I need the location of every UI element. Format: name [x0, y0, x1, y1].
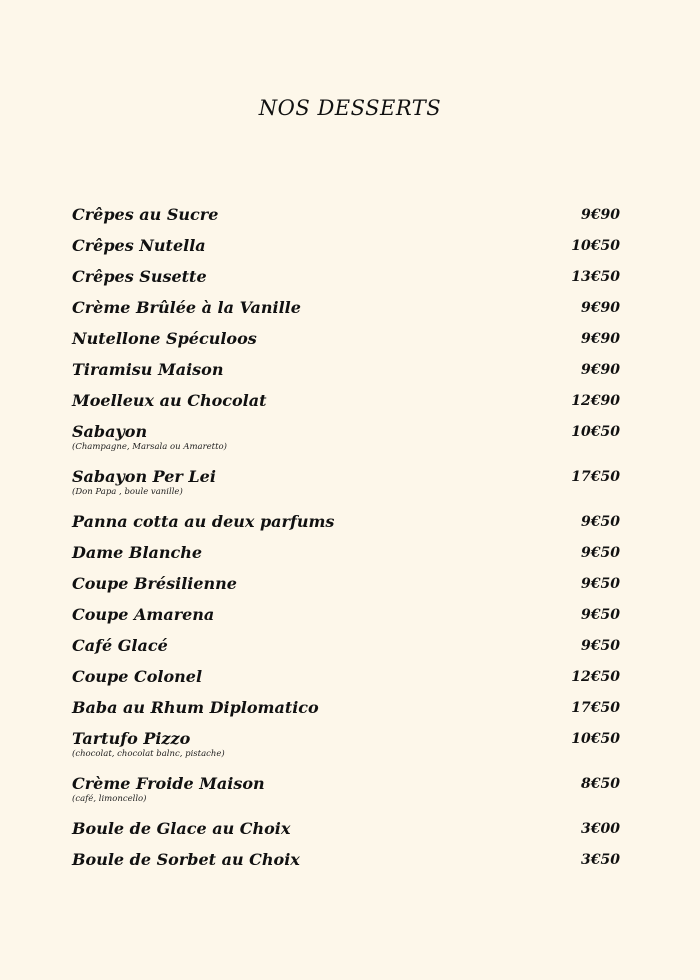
menu-item — [72, 298, 624, 329]
menu-item-name: Baba au Rhum Diplomatico — [72, 698, 319, 717]
menu-item-price: 9€90 — [581, 207, 620, 223]
menu-item-price: 9€90 — [581, 300, 620, 316]
menu-item-price: 3€50 — [581, 852, 620, 868]
menu-item-price: 8€50 — [581, 776, 620, 792]
menu-item-note: (chocolat, chocolat balnc, pistache) — [72, 749, 225, 759]
menu-item-name: Crêpes Nutella — [72, 236, 206, 255]
menu-item-name: Coupe Colonel — [72, 667, 203, 686]
menu-item — [72, 850, 624, 881]
menu-item-price: 9€50 — [581, 576, 620, 592]
menu-item — [72, 467, 624, 512]
menu-item-name: Dame Blanche — [72, 543, 203, 562]
menu-item-price: 17€50 — [571, 700, 620, 716]
menu-item — [72, 574, 624, 605]
menu-item-price: 9€50 — [581, 607, 620, 623]
menu-item-name: Crème Froide Maison — [72, 774, 265, 793]
menu-item-price: 9€50 — [581, 514, 620, 530]
menu-item — [72, 543, 624, 574]
menu-item-price: 12€50 — [571, 669, 620, 685]
menu-item-name: Tiramisu Maison — [72, 360, 224, 379]
menu-item-name: Sabayon — [72, 422, 148, 441]
menu-item — [72, 205, 624, 236]
menu-item-name: Crêpes au Sucre — [72, 205, 219, 224]
menu-item-name: Crêpes Susette — [72, 267, 207, 286]
menu-item-price: 9€90 — [581, 331, 620, 347]
menu-item — [72, 391, 624, 422]
menu-item-price: 10€50 — [571, 238, 620, 254]
menu-item-price: 10€50 — [571, 424, 620, 440]
menu-item — [72, 819, 624, 850]
menu-item-price: 10€50 — [571, 731, 620, 747]
menu-item-name: Boule de Glace au Choix — [72, 819, 291, 838]
menu-item-price: 9€50 — [581, 638, 620, 654]
menu-item-name: Nutellone Spéculoos — [72, 329, 257, 348]
menu-item-price: 3€00 — [581, 821, 620, 837]
menu-item — [72, 267, 624, 298]
menu-item-price: 9€50 — [581, 545, 620, 561]
menu-item — [72, 360, 624, 391]
menu-item — [72, 729, 624, 774]
menu-item-name: Crème Brûlée à la Vanille — [72, 298, 301, 317]
menu-item — [72, 636, 624, 667]
menu-item-note: (Don Papa , boule vanille) — [72, 487, 183, 497]
menu-item-name: Tartufo Pizzo — [72, 729, 191, 748]
menu-item-note: (Champagne, Marsala ou Amaretto) — [72, 442, 227, 452]
menu-item-price: 9€90 — [581, 362, 620, 378]
menu-item — [72, 774, 624, 819]
menu-item — [72, 605, 624, 636]
menu-item-name: Café Glacé — [72, 636, 168, 655]
menu-item — [72, 698, 624, 729]
menu-item-price: 13€50 — [571, 269, 620, 285]
menu-item — [72, 667, 624, 698]
menu-item-name: Panna cotta au deux parfums — [72, 512, 335, 531]
menu-item-name: Coupe Amarena — [72, 605, 215, 624]
dessert-list — [72, 205, 624, 881]
menu-item — [72, 422, 624, 467]
menu-item-name: Moelleux au Chocolat — [72, 391, 267, 410]
menu-item-name: Coupe Brésilienne — [72, 574, 237, 593]
menu-item-price: 17€50 — [571, 469, 620, 485]
menu-item-price: 12€90 — [571, 393, 620, 409]
menu-item-note: (café, limoncello) — [72, 794, 147, 804]
menu-item — [72, 236, 624, 267]
page-title: NOS DESSERTS — [258, 96, 442, 120]
menu-item-name: Sabayon Per Lei — [72, 467, 216, 486]
menu-item — [72, 512, 624, 543]
menu-item-name: Boule de Sorbet au Choix — [72, 850, 300, 869]
menu-item — [72, 329, 624, 360]
